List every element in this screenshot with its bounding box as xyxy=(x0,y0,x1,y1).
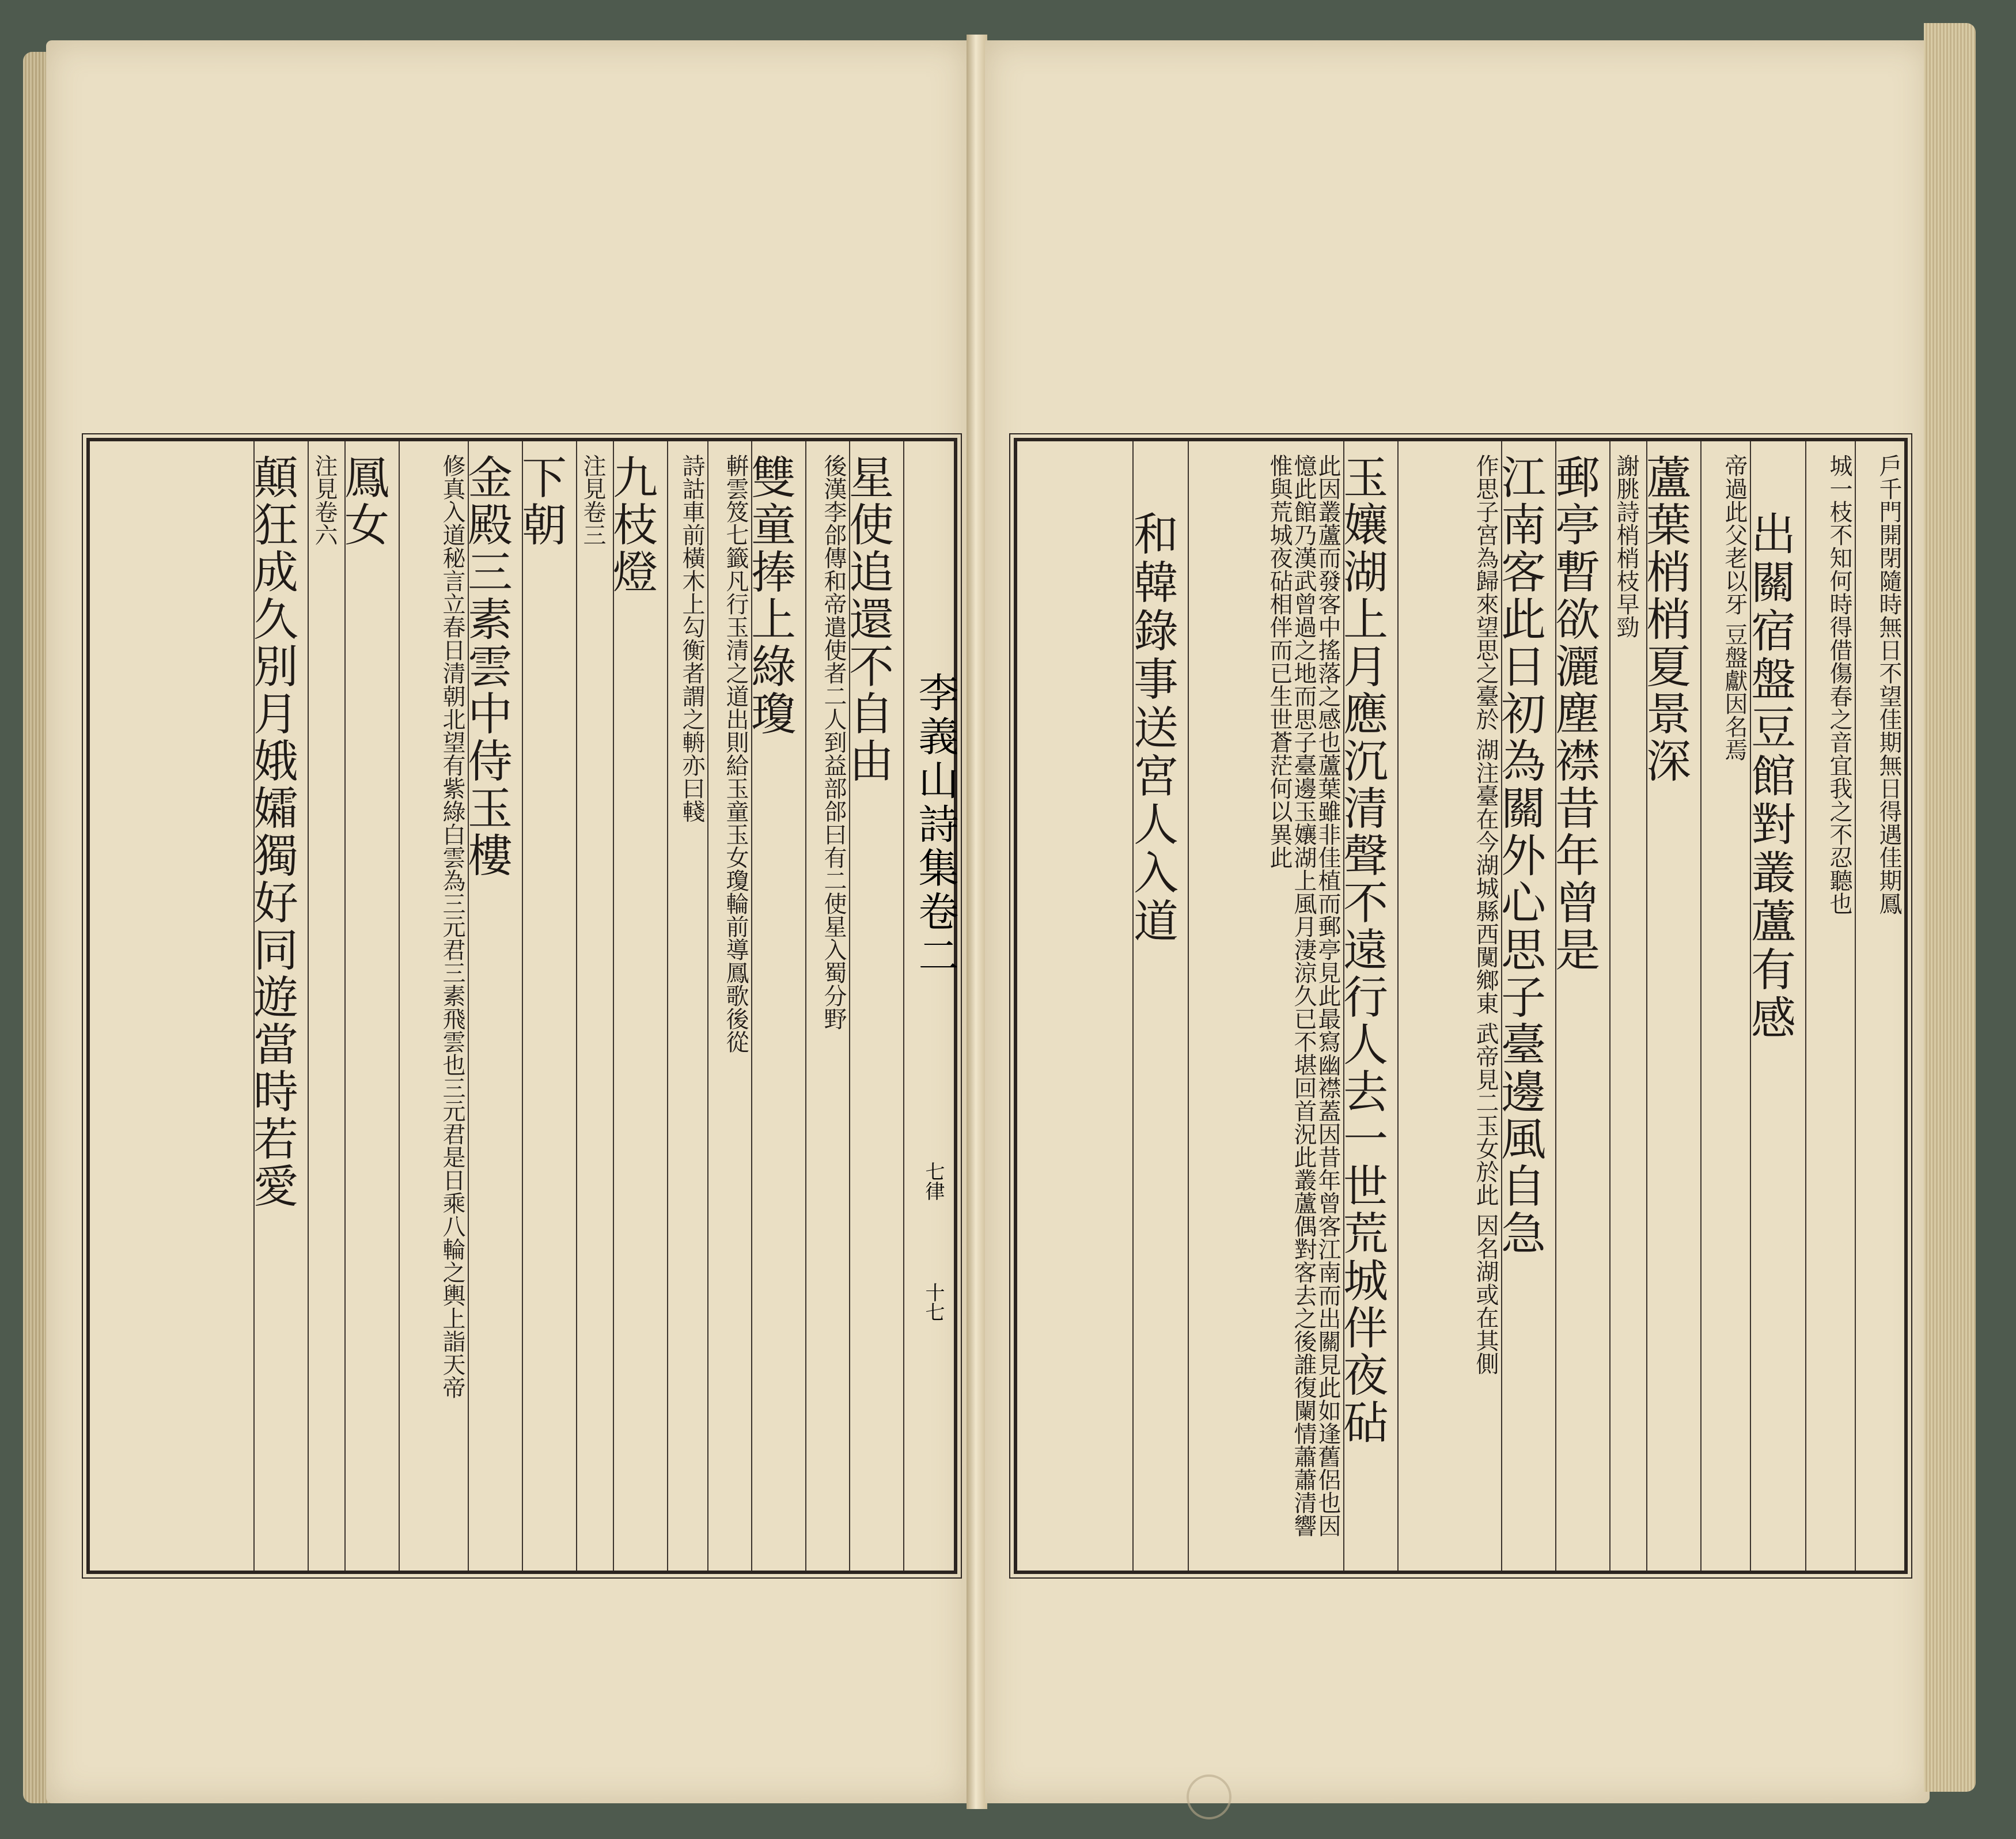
page-number: 十七 xyxy=(922,1282,945,1322)
left-col-3: 雙童捧上綠瓊 xyxy=(751,441,805,1571)
left-col-9: 金殿三素雲中侍玉樓 xyxy=(468,441,522,1571)
center-strip xyxy=(903,441,959,1571)
book-name: 李義山詩集卷二 xyxy=(912,672,959,978)
right-col-2: 城一枝不知何時得借傷春之音宜我之不忍聽也 xyxy=(1805,441,1855,1571)
library-seal xyxy=(1187,1774,1231,1819)
left-col-6: 九枝燈 xyxy=(613,441,667,1571)
right-text-frame xyxy=(1014,438,1908,1574)
left-columns xyxy=(90,441,959,1571)
right-col-11: 此因叢蘆而發客中搖落之感也蘆葉雖非佳植而郵亭見此最寫幽襟蓋因昔年曾客江南而出關見此如逢舊侶也因憶此館乃漢武曾過之地而思子臺邊玉孃湖上風月淒涼久已不堪回首況此叢蘆偶對客去之後誰復闌情蕭蕭清響惟與荒城夜砧相伴而已生世蒼茫何以異此 xyxy=(1188,441,1343,1571)
right-col-4: 帝過此父老以牙 豆盤獻因名焉 xyxy=(1700,441,1750,1571)
left-col-10: 修真入道秘言立春日清朝北望有紫綠白雲為三元君三素飛雲也三元君是日乘八輪之輿上詣天帝 xyxy=(399,441,468,1571)
right-col-7: 郵亭暫欲灑塵襟昔年曾是 xyxy=(1555,441,1609,1571)
left-col-13: 顛狂成久別月娥孀獨好同遊當時若愛 xyxy=(253,441,308,1571)
right-col-9: 作思子宮為歸來望思之臺於 湖注臺在今湖城縣西闃鄉東 武帝見二玉女於此 因名湖或在其側 xyxy=(1397,441,1501,1571)
book-gutter xyxy=(967,35,987,1809)
left-col-11: 鳳女 xyxy=(344,441,399,1571)
style-label: 七律 xyxy=(922,1161,945,1201)
right-col-5: 蘆葉梢梢夏景深 xyxy=(1646,441,1700,1571)
right-col-8: 江南客此日初為關外心思子臺邊風自急 xyxy=(1501,441,1555,1571)
left-col-1: 星使追還不自由 xyxy=(849,441,903,1571)
left-col-4: 輧雲笈七籤凡行玉清之道出則給玉童玉女瓊輪前導鳳歌後從 xyxy=(707,441,751,1571)
right-columns xyxy=(1017,441,1904,1571)
left-col-2: 後漢李郃傳和帝遣使者二人到益部郃曰有二使星入蜀分野 xyxy=(805,441,849,1571)
right-col-12-title: 和韓錄事送宮人入道 xyxy=(1132,441,1188,1571)
right-col-3-title: 出關宿盤豆館對叢蘆有感 xyxy=(1750,441,1805,1571)
left-text-frame xyxy=(86,438,957,1574)
right-col-10: 玉孃湖上月應沉清聲不遠行人去一世荒城伴夜砧 xyxy=(1343,441,1397,1571)
left-col-8: 下朝 xyxy=(522,441,576,1571)
left-col-7: 注見卷三 xyxy=(576,441,613,1571)
left-col-5: 詩詁車前橫木上勾衡者謂之輈亦曰輚 xyxy=(667,441,707,1571)
right-col-6: 謝朓詩梢梢枝早勁 xyxy=(1609,441,1646,1571)
left-col-12: 注見卷六 xyxy=(308,441,344,1571)
right-col-1: 戶千門開閉隨時無日不望佳期無日得遇佳期鳳 xyxy=(1855,441,1904,1571)
right-page-edge xyxy=(1924,23,1976,1792)
